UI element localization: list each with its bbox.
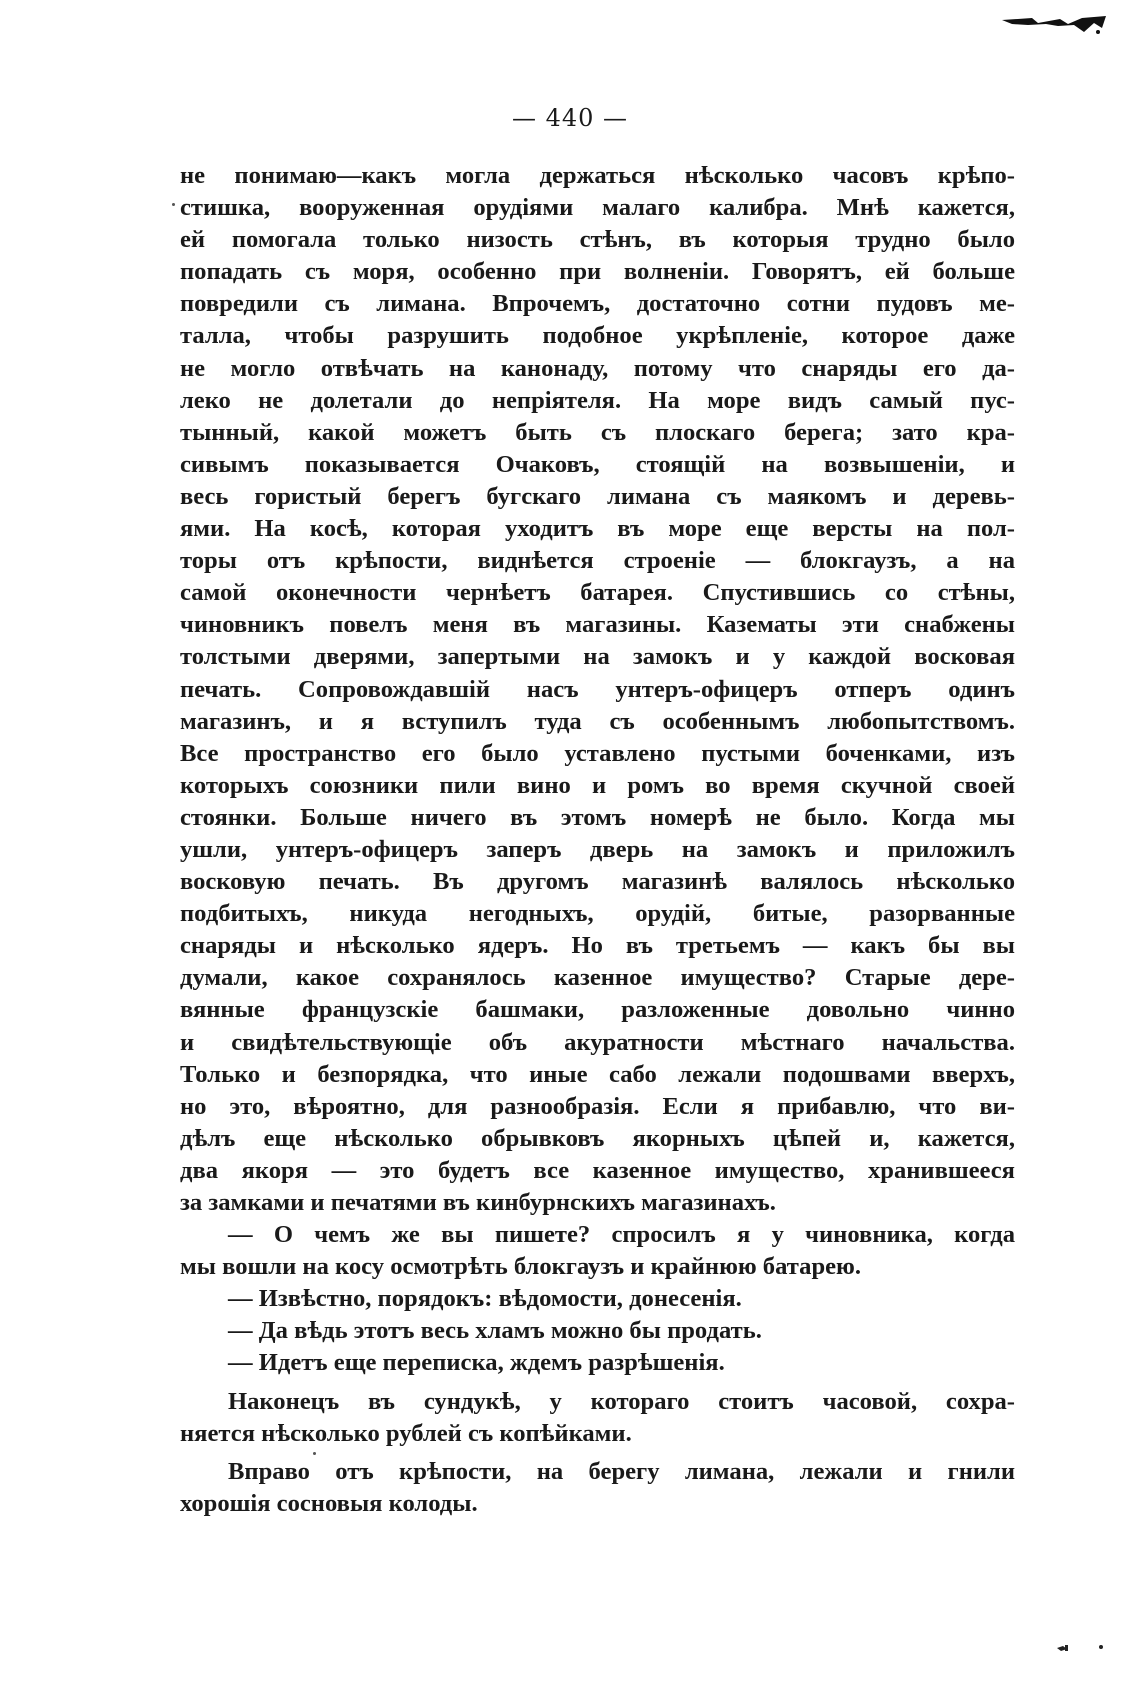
closing-paragraph [180, 1456, 1015, 1520]
text-line: вянные французскіе башмаки, разложенные довольно чинно [180, 996, 1015, 1024]
text-line: но это, вѣроятно, для разнообразія. Если я прибавлю, что ви- [180, 1092, 1015, 1120]
body-paragraph [180, 160, 1015, 1219]
text-line: не понимаю—какъ могла держаться нѣсколько часовъ крѣпо- [180, 162, 1015, 189]
page-number: — 440 — [511, 104, 629, 132]
text-line: леко не долетали до непріятеля. На море видъ самый пус- [180, 386, 1015, 414]
page-text [180, 160, 1015, 1520]
dialogue-line: — Извѣстно, порядокъ: вѣдомости, донесенія. [228, 1285, 742, 1313]
text-line: печать. Сопровождавшій насъ унтеръ-офицеръ отперъ одинъ [180, 675, 1015, 703]
dialogue-paragraph [180, 1283, 1015, 1315]
dialogue-paragraph [180, 1219, 1015, 1283]
text-line: снаряды и нѣсколько ядеръ. Но въ третьемъ — какъ бы вы [180, 932, 1015, 960]
text-line: думали, какое сохранялось казенное имущество? Старые дере- [180, 964, 1015, 992]
text-line: ушли, унтеръ-офицеръ заперъ дверь на замокъ и приложилъ [180, 835, 1015, 863]
text-line: и свидѣтельствующіе объ акуратности мѣстнаго начальства. [180, 1028, 1015, 1056]
text-line: тынный, какой можетъ быть съ плоскаго берега; зато кра- [180, 418, 1015, 446]
text-line: попадать съ моря, особенно при волненіи. Говорятъ, ей больше [180, 258, 1015, 286]
text-line: стоянки. Больше ничего въ этомъ номерѣ не было. Когда мы [180, 803, 1015, 831]
text-line: талла, чтобы разрушить подобное укрѣпленіе, которое даже [180, 322, 1015, 350]
text-line: чиновникъ повелъ меня въ магазины. Казематы эти снабжены [180, 611, 1015, 639]
text-line: няется нѣсколько рублей съ копѣйками. [180, 1419, 632, 1447]
text-line: которыхъ союзники пили вино и ромъ во время скучной своей [180, 771, 1015, 799]
text-line: толстыми дверями, запертыми на замокъ и у каждой восковая [180, 643, 1015, 671]
text-line: ями. На косѣ, которая уходитъ въ море еще версты на пол- [180, 515, 1015, 543]
text-line: повредили съ лимана. Впрочемъ, достаточно сотни пудовъ ме- [180, 290, 1015, 318]
text-line: хорошія сосновыя колоды. [180, 1489, 478, 1517]
closing-paragraph [180, 1386, 1015, 1450]
text-line: самой оконечности чернѣетъ батарея. Спустившись со стѣны, [180, 579, 1015, 607]
dialogue-paragraph [180, 1315, 1015, 1347]
text-line: подбитыхъ, никуда негодныхъ, орудій, битые, разорванные [180, 900, 1015, 928]
scan-artifact-top [1002, 14, 1108, 36]
text-line: дѣлъ еще нѣсколько обрывковъ якорныхъ цѣпей и, кажется, [180, 1124, 1015, 1152]
text-line: торы отъ крѣпости, виднѣется строеніе — блокгаузъ, а на [180, 547, 1015, 575]
text-line: Только и безпорядка, что иные сабо лежали подошвами вверхъ, [180, 1060, 1015, 1088]
dialogue-line: — Идетъ еще переписка, ждемъ разрѣшенія. [228, 1349, 725, 1377]
dialogue-paragraph [180, 1347, 1015, 1379]
text-line: Вправо отъ крѣпости, на берегу лимана, лежали и гнили [228, 1457, 1015, 1485]
text-line: сивымъ показывается Очаковъ, стоящій на возвышеніи, и [180, 450, 1015, 478]
dialogue-line: — О чемъ же вы пишете? спросилъ я у чиновника, когда [228, 1221, 1015, 1249]
text-line: ей помогала только низость стѣнъ, въ которыя трудно было [180, 226, 1015, 254]
text-line: восковую печать. Въ другомъ магазинѣ валялось нѣсколько [180, 868, 1015, 896]
scan-artifact-bottom [1055, 1640, 1107, 1654]
text-line: весь гористый берегъ бугскаго лимана съ маякомъ и деревь- [180, 482, 1015, 510]
text-line: стишка, вооруженная орудіями малаго калибра. Мнѣ кажется, [180, 194, 1015, 222]
dialogue-block [180, 1219, 1015, 1379]
text-line: за замками и печатями въ кинбурнскихъ магазинахъ. [180, 1189, 776, 1216]
dialogue-line: мы вошли на косу осмотрѣть блокгаузъ и крайнюю батарею. [180, 1253, 861, 1281]
closing-block [180, 1386, 1015, 1520]
text-line: два якоря — это будетъ все казенное имущество, хранившееся [180, 1156, 1015, 1184]
text-line: Все пространство его было уставлено пустыми боченками, изъ [180, 739, 1015, 767]
dialogue-line: — Да вѣдь этотъ весь хламъ можно бы продать. [228, 1317, 762, 1345]
text-line: магазинъ, и я вступилъ туда съ особеннымъ любопытствомъ. [180, 707, 1015, 735]
text-line: Наконецъ въ сундукѣ, у котораго стоитъ часовой, сохра- [228, 1387, 1015, 1415]
text-line: не могло отвѣчать на канонаду, потому что снаряды его да- [180, 354, 1015, 382]
scan-speck [172, 203, 175, 206]
